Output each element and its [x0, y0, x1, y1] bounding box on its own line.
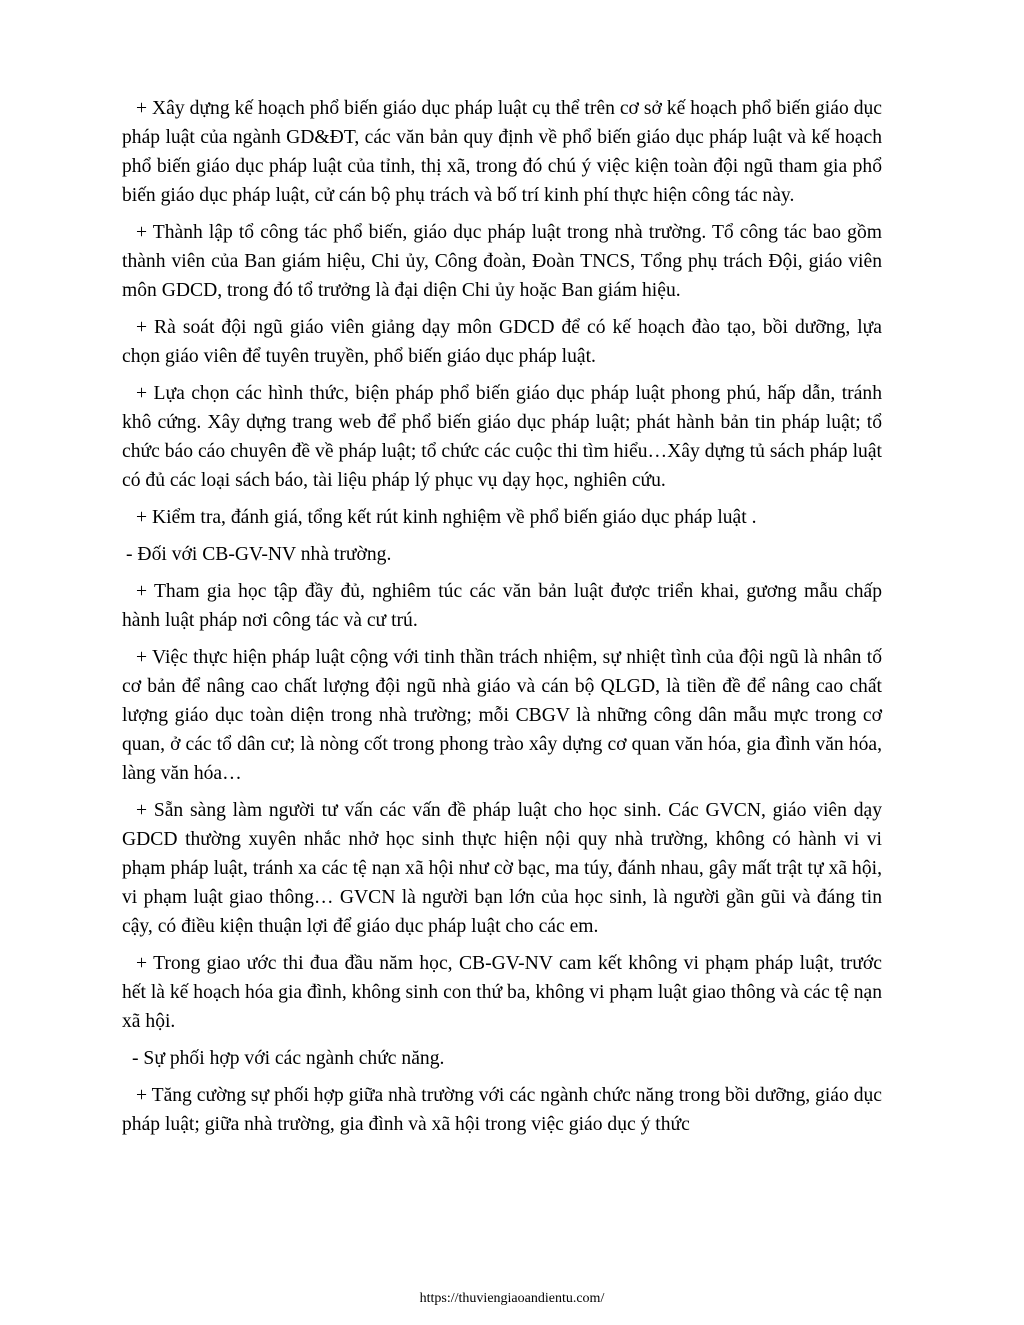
- footer-url: https://thuviengiaoandientu.com/: [419, 1291, 605, 1306]
- paragraph-giao-uoc: + Trong giao ước thi đua đầu năm học, CB-GV-NV cam kết không vi phạm pháp luật, trước hết là kế hoạch hóa gia đình, không sinh con thứ ba, không vi phạm luật giao thông và các tệ nạn xã hội.: [122, 953, 882, 1032]
- paragraph-tham-gia: + Tham gia học tập đầy đủ, nghiêm túc các văn bản luật được triển khai, gương mẫu chấp hành luật pháp nơi công tác và cư trú.: [122, 581, 882, 631]
- paragraph-kiem-tra: + Kiểm tra, đánh giá, tổng kết rút kinh nghiệm về phổ biến giáo dục pháp luật .: [136, 507, 757, 528]
- paragraph-thuc-hien-phap-luat: + Việc thực hiện pháp luật cộng với tinh thần trách nhiệm, sự nhiệt tình của đội ngũ là nhân tố cơ bản để nâng cao chất lượng đội ngũ nhà giáo và cán bộ QLGD, là tiền đề để nâng cao chất lượng giáo dục toàn diện trong nhà trường; mỗi CBGV là những công dân mẫu mực trong cơ quan, ở các tổ dân cư; là nòng cốt trong phong trào xây dựng cơ quan văn hóa, gia đình văn hóa, làng văn hóa…: [122, 647, 882, 784]
- paragraph-ra-soat: + Rà soát đội ngũ giáo viên giảng dạy môn GDCD để có kế hoạch đào tạo, bồi dưỡng, lựa chọn giáo viên để tuyên truyền, phổ biến giáo dục pháp luật.: [122, 317, 882, 367]
- paragraph-tu-van: + Sẵn sàng làm người tư vấn các vấn đề pháp luật cho học sinh. Các GVCN, giáo viên dạy GDCD thường xuyên nhắc nhở học sinh thực hiện nội quy nhà trường, không có hành vi vi phạm pháp luật, tránh xa các tệ nạn xã hội như cờ bạc, ma túy, đánh nhau, gây mất trật tự xã hội, vi phạm luật giao thông… GVCN là người bạn lớn của học sinh, là người gần gũi và đáng tin cậy, có điều kiện thuận lợi để giáo dục pháp luật cho các em.: [122, 800, 882, 937]
- section-heading-cb-gv-nv: - Đối với CB-GV-NV nhà trường.: [126, 544, 392, 565]
- document-body: [122, 94, 882, 1147]
- paragraph-ke-hoach: + Xây dựng kế hoạch phổ biến giáo dục pháp luật cụ thể trên cơ sở kế hoạch phổ biến giáo dục pháp luật của ngành GD&ĐT, các văn bản quy định về phổ biến giáo dục pháp luật và kế hoạch phổ biến giáo dục pháp luật của tỉnh, thị xã, trong đó chú ý việc kiện toàn đội ngũ tham gia phổ biến giáo dục pháp luật, cử cán bộ phụ trách và bố trí kinh phí thực hiện công tác này.: [122, 98, 882, 206]
- paragraph-tang-cuong: + Tăng cường sự phối hợp giữa nhà trường với các ngành chức năng trong bồi dưỡng, giáo dục pháp luật; giữa nhà trường, gia đình và xã hội trong việc giáo dục ý thức: [122, 1085, 882, 1135]
- paragraph-hinh-thuc: + Lựa chọn các hình thức, biện pháp phổ biến giáo dục pháp luật phong phú, hấp dẫn, tránh khô cứng. Xây dựng trang web để phổ biến giáo dục pháp luật; phát hành bản tin pháp luật; tổ chức báo cáo chuyên đề về pháp luật; tổ chức các cuộc thi tìm hiểu…Xây dựng tủ sách pháp luật có đủ các loại sách báo, tài liệu pháp lý phục vụ dạy học, nghiên cứu.: [122, 383, 882, 491]
- paragraph-to-cong-tac: + Thành lập tổ công tác phổ biến, giáo dục pháp luật trong nhà trường. Tổ công tác bao gồm thành viên của Ban giám hiệu, Chi ủy, Công đoàn, Đoàn TNCS, Tổng phụ trách Đội, giáo viên môn GDCD, trong đó tổ trưởng là đại diện Chi ủy hoặc Ban giám hiệu.: [122, 222, 882, 301]
- section-heading-phoi-hop: - Sự phối hợp với các ngành chức năng.: [132, 1048, 445, 1069]
